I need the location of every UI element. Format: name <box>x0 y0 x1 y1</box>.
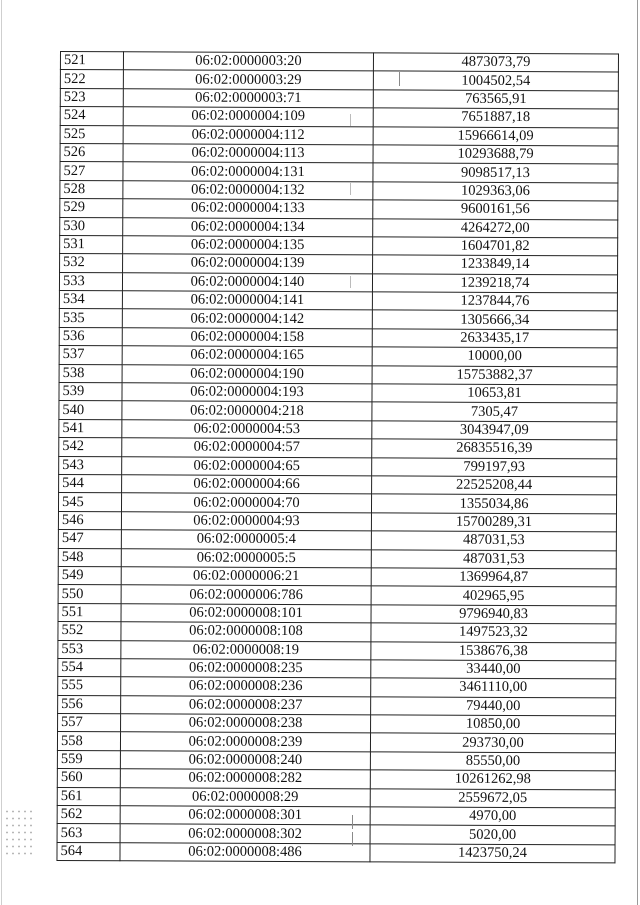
value-cell: 15966614,09 <box>373 126 618 145</box>
cadastral-number-cell: 06:02:0000004:139 <box>123 254 373 273</box>
cadastral-number-cell: 06:02:0000004:109 <box>123 107 373 126</box>
table-row <box>59 456 617 477</box>
value-cell: 85550,00 <box>370 752 615 771</box>
value-cell: 10850,00 <box>371 715 616 734</box>
row-number-cell: 548 <box>58 548 121 567</box>
table-row <box>60 217 618 238</box>
table-row <box>58 530 616 551</box>
value-cell: 2633435,17 <box>372 329 617 348</box>
row-number-cell: 527 <box>60 162 123 181</box>
cadastral-number-cell: 06:02:0000004:190 <box>122 364 372 383</box>
table-row <box>60 88 618 109</box>
row-number-cell: 536 <box>59 327 122 346</box>
table-row <box>59 327 617 348</box>
cadastral-number-cell: 06:02:0000004:165 <box>122 346 372 365</box>
cadastral-number-cell: 06:02:0000005:4 <box>121 530 371 549</box>
value-cell: 33440,00 <box>371 660 616 679</box>
table-row <box>59 401 617 422</box>
row-number-cell: 558 <box>57 732 120 751</box>
row-number-cell: 551 <box>58 603 121 622</box>
table-row <box>60 70 618 91</box>
value-cell: 1239218,74 <box>372 274 617 293</box>
cadastral-number-cell: 06:02:0000008:238 <box>121 714 371 733</box>
table-row <box>60 162 618 183</box>
cadastral-number-cell: 06:02:0000004:133 <box>123 199 373 218</box>
table-row <box>57 842 615 863</box>
row-number-cell: 524 <box>60 107 123 126</box>
value-cell: 4264272,00 <box>373 218 618 237</box>
scan-artifact <box>350 276 351 288</box>
value-cell: 1237844,76 <box>372 292 617 311</box>
value-cell: 10000,00 <box>372 347 617 366</box>
table-row <box>59 364 617 385</box>
cadastral-number-cell: 06:02:0000005:5 <box>121 548 371 567</box>
value-cell: 79440,00 <box>371 697 616 716</box>
cadastral-number-cell: 06:02:0000004:66 <box>122 475 372 494</box>
cadastral-number-cell: 06:02:0000004:218 <box>122 401 372 420</box>
row-number-cell: 539 <box>59 383 122 402</box>
row-number-cell: 521 <box>60 52 123 71</box>
value-cell: 1497523,32 <box>371 623 616 642</box>
table-row <box>60 52 618 73</box>
value-cell: 10293688,79 <box>373 145 618 164</box>
row-number-cell: 553 <box>58 640 121 659</box>
cadastral-value-table <box>56 51 619 864</box>
table-row <box>58 603 616 624</box>
cadastral-number-cell: 06:02:0000008:282 <box>120 769 370 788</box>
row-number-cell: 556 <box>58 695 121 714</box>
cadastral-number-cell: 06:02:0000004:141 <box>122 291 372 310</box>
cadastral-number-cell: 06:02:0000003:71 <box>123 89 373 108</box>
value-cell: 15753882,37 <box>372 366 617 385</box>
table-row <box>60 180 618 201</box>
row-number-cell: 545 <box>58 493 121 512</box>
table-row <box>59 309 617 330</box>
cadastral-number-cell: 06:02:0000008:101 <box>121 603 371 622</box>
value-cell: 9600161,56 <box>373 200 618 219</box>
row-number-cell: 544 <box>59 474 122 493</box>
cadastral-number-cell: 06:02:0000006:21 <box>121 567 371 586</box>
row-number-cell: 554 <box>58 658 121 677</box>
value-cell: 9098517,13 <box>373 163 618 182</box>
value-cell: 487031,53 <box>371 549 616 568</box>
cadastral-number-cell: 06:02:0000004:135 <box>123 236 373 255</box>
table-row <box>57 769 615 790</box>
table-row <box>60 235 618 256</box>
row-number-cell: 560 <box>57 769 120 788</box>
table-row <box>59 438 617 459</box>
cadastral-number-cell: 06:02:0000003:20 <box>123 52 373 71</box>
cadastral-number-cell: 06:02:0000004:131 <box>123 162 373 181</box>
table-row <box>59 272 617 293</box>
cadastral-number-cell: 06:02:0000008:236 <box>121 677 371 696</box>
value-cell: 10261262,98 <box>370 770 615 789</box>
cadastral-number-cell: 06:02:0000008:302 <box>120 824 370 843</box>
row-number-cell: 561 <box>57 787 120 806</box>
cadastral-number-cell: 06:02:0000004:193 <box>122 383 372 402</box>
row-number-cell: 542 <box>59 438 122 457</box>
row-number-cell: 534 <box>59 291 122 310</box>
value-cell: 2559672,05 <box>370 788 615 807</box>
scan-noise <box>4 808 32 858</box>
table-row <box>57 824 615 845</box>
table-row <box>60 143 618 164</box>
value-cell: 1538676,38 <box>371 641 616 660</box>
row-number-cell: 564 <box>57 842 120 861</box>
cadastral-number-cell: 06:02:0000004:140 <box>122 272 372 291</box>
cadastral-number-cell: 06:02:0000008:108 <box>121 622 371 641</box>
row-number-cell: 523 <box>60 88 123 107</box>
table-row <box>58 622 616 643</box>
row-number-cell: 563 <box>57 824 120 843</box>
scan-artifact <box>350 114 351 126</box>
scan-artifact <box>399 72 400 86</box>
cadastral-number-cell: 06:02:0000004:158 <box>122 328 372 347</box>
row-number-cell: 547 <box>58 530 121 549</box>
table-body <box>57 52 619 864</box>
row-number-cell: 543 <box>59 456 122 475</box>
table-row <box>60 125 618 146</box>
row-number-cell: 530 <box>60 217 123 236</box>
cadastral-number-cell: 06:02:0000004:70 <box>121 493 371 512</box>
cadastral-number-cell: 06:02:0000008:240 <box>120 751 370 770</box>
row-number-cell: 532 <box>60 254 123 273</box>
value-cell: 763565,91 <box>373 90 618 109</box>
row-number-cell: 557 <box>58 714 121 733</box>
value-cell: 7651887,18 <box>373 108 618 127</box>
row-number-cell: 525 <box>60 125 123 144</box>
table-row <box>59 291 617 312</box>
cadastral-number-cell: 06:02:0000004:113 <box>123 144 373 163</box>
value-cell: 3461110,00 <box>371 678 616 697</box>
table-row <box>57 750 615 771</box>
value-cell: 1423750,24 <box>370 844 615 863</box>
cadastral-number-cell: 06:02:0000008:235 <box>121 659 371 678</box>
cadastral-number-cell: 06:02:0000008:237 <box>121 695 371 714</box>
table-row <box>58 511 616 532</box>
scan-artifact <box>352 815 353 829</box>
row-number-cell: 528 <box>60 180 123 199</box>
row-number-cell: 526 <box>60 143 123 162</box>
page-left-edge <box>1 0 2 905</box>
cadastral-number-cell: 06:02:0000004:142 <box>122 309 372 328</box>
row-number-cell: 546 <box>58 511 121 530</box>
value-cell: 1369964,87 <box>371 568 616 587</box>
cadastral-number-cell: 06:02:0000004:134 <box>123 217 373 236</box>
row-number-cell: 540 <box>59 401 122 420</box>
value-cell: 1029363,06 <box>373 182 618 201</box>
value-cell: 293730,00 <box>370 733 615 752</box>
value-cell: 1305666,34 <box>372 310 617 329</box>
row-number-cell: 537 <box>59 346 122 365</box>
table-row <box>59 419 617 440</box>
row-number-cell: 549 <box>58 566 121 585</box>
row-number-cell: 538 <box>59 364 122 383</box>
row-number-cell: 531 <box>60 235 123 254</box>
cadastral-number-cell: 06:02:0000004:53 <box>122 420 372 439</box>
cadastral-number-cell: 06:02:0000008:486 <box>120 843 370 862</box>
table-row <box>58 714 616 735</box>
cadastral-number-cell: 06:02:0000004:112 <box>123 125 373 144</box>
cadastral-number-cell: 06:02:0000008:29 <box>120 787 370 806</box>
table-row <box>57 732 615 753</box>
cadastral-number-cell: 06:02:0000004:132 <box>123 181 373 200</box>
table-row <box>60 199 618 220</box>
cadastral-number-cell: 06:02:0000006:786 <box>121 585 371 604</box>
table-row <box>59 474 617 495</box>
row-number-cell: 562 <box>57 806 120 825</box>
table-row <box>58 548 616 569</box>
value-cell: 4970,00 <box>370 807 615 826</box>
row-number-cell: 555 <box>58 677 121 696</box>
row-number-cell: 541 <box>59 419 122 438</box>
page-right-edge <box>637 0 638 905</box>
cadastral-number-cell: 06:02:0000004:65 <box>122 456 372 475</box>
cadastral-number-cell: 06:02:0000008:19 <box>121 640 371 659</box>
row-number-cell: 522 <box>60 70 123 89</box>
row-number-cell: 552 <box>58 622 121 641</box>
table-row <box>58 658 616 679</box>
table-row <box>58 585 616 606</box>
table-row <box>57 787 615 808</box>
value-cell: 799197,93 <box>372 457 617 476</box>
value-cell: 15700289,31 <box>371 513 616 532</box>
table-row <box>58 640 616 661</box>
table-row <box>59 383 617 404</box>
value-cell: 4873073,79 <box>373 53 618 72</box>
value-cell: 1233849,14 <box>373 255 618 274</box>
cadastral-number-cell: 06:02:0000008:301 <box>120 806 370 825</box>
table-row <box>58 677 616 698</box>
value-cell: 487031,53 <box>371 531 616 550</box>
table-row <box>60 107 618 128</box>
value-cell: 7305,47 <box>372 402 617 421</box>
table-row <box>59 346 617 367</box>
table-row <box>58 566 616 587</box>
table-row <box>57 806 615 827</box>
scan-artifact <box>350 183 351 195</box>
cadastral-number-cell: 06:02:0000003:29 <box>123 70 373 89</box>
value-cell: 10653,81 <box>372 384 617 403</box>
value-cell: 9796940,83 <box>371 605 616 624</box>
row-number-cell: 535 <box>59 309 122 328</box>
row-number-cell: 559 <box>57 750 120 769</box>
value-cell: 5020,00 <box>370 825 615 844</box>
table-row <box>58 695 616 716</box>
value-cell: 26835516,39 <box>372 439 617 458</box>
cadastral-number-cell: 06:02:0000004:93 <box>121 512 371 531</box>
cadastral-number-cell: 06:02:0000008:239 <box>120 732 370 751</box>
table-row <box>58 493 616 514</box>
row-number-cell: 550 <box>58 585 121 604</box>
value-cell: 1604701,82 <box>373 237 618 256</box>
value-cell: 1004502,54 <box>373 71 618 90</box>
row-number-cell: 529 <box>60 199 123 218</box>
value-cell: 3043947,09 <box>372 421 617 440</box>
value-cell: 22525208,44 <box>372 476 617 495</box>
value-cell: 1355034,86 <box>371 494 616 513</box>
value-cell: 402965,95 <box>371 586 616 605</box>
table-row <box>60 254 618 275</box>
cadastral-number-cell: 06:02:0000004:57 <box>122 438 372 457</box>
scan-artifact <box>352 832 353 846</box>
row-number-cell: 533 <box>59 272 122 291</box>
